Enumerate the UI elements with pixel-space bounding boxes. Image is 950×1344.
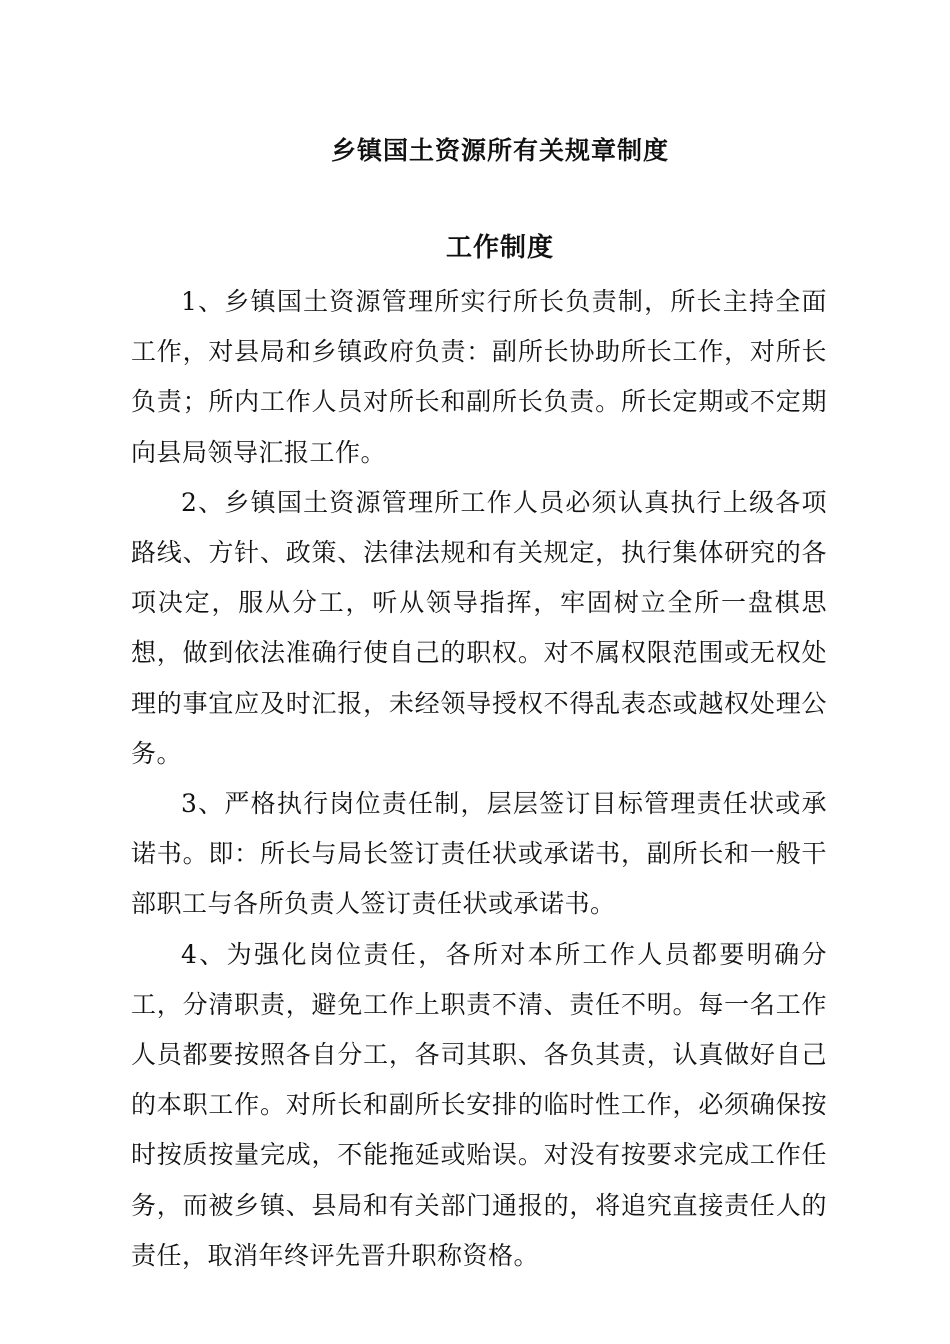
paragraph-1: 1、乡镇国土资源管理所实行所长负责制，所长主持全面工作，对县局和乡镇政府负责：副所长协助所长工作，对所长负责；所内工作人员对所长和副所长负责。所长定期或不定期向县局领导汇报工作。 [131,287,827,467]
section-title: 工作制度 [445,233,554,263]
document-body [131,277,827,1281]
paragraph-3: 3、严格执行岗位责任制，层层签订目标管理责任状或承诺书。即：所长与局长签订责任状或承诺书，副所长和一般干部职工与各所负责人签订责任状或承诺书。 [131,789,827,919]
paragraph-4: 4、为强化岗位责任，各所对本所工作人员都要明确分工，分清职责，避免工作上职责不清、责任不明。每一名工作人员都要按照各自分工，各司其职、各负其责，认真做好自己的本职工作。对所长和副所长安排的临时性工作，必须确保按时按质按量完成，不能拖延或贻误。对没有按要求完成工作任务，而被乡镇、县局和有关部门通报的，将追究直接责任人的责任，取消年终评先晋升职称资格。 [131,939,827,1270]
document-title: 乡镇国土资源所有关规章制度 [330,136,669,165]
paragraph-2: 2、乡镇国土资源管理所工作人员必须认真执行上级各项路线、方针、政策、法律法规和有关规定，执行集体研究的各项决定，服从分工，听从领导指挥，牢固树立全所一盘棋思想，做到依法准确行使自己的职权。对不属权限范围或无权处理的事宜应及时汇报，未经领导授权不得乱表态或越权处理公务。 [131,487,827,768]
